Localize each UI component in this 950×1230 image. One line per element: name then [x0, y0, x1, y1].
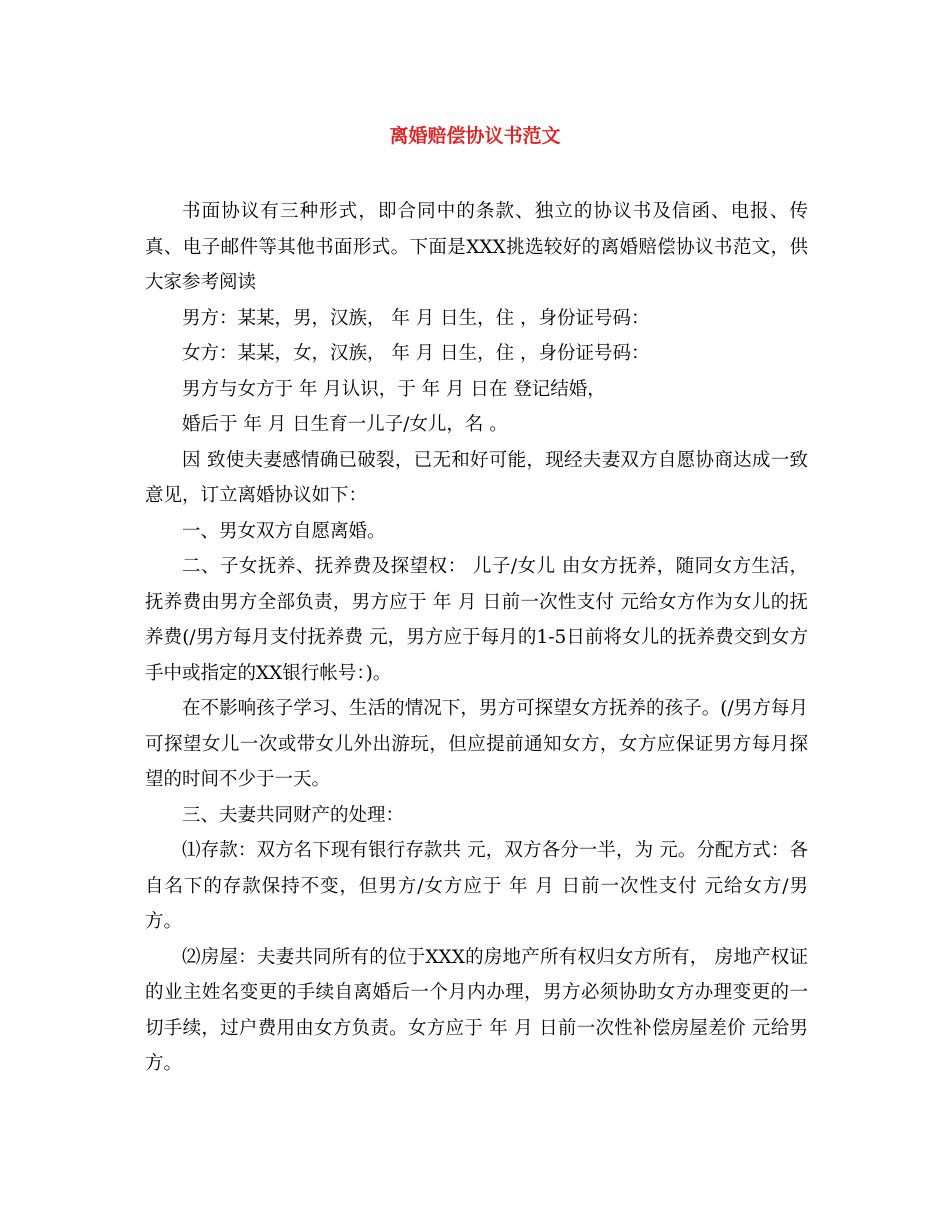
document-title: 离婚赔偿协议书范文 — [389, 125, 561, 147]
paragraph-marriage-registration: 男方与女方于 年 月认识，于 年 月 日在 登记结婚， — [182, 378, 606, 400]
clause-child-support: 二、子女抚养、抚养费及探望权： 儿子/女儿 由女方抚养，随同女方生活，抚养费由男方全部负责，男方应于 年 月 日前一次性支付 元给女方作为女儿的抚养费(/男方每月支付抚养费 元，男方应于每月的1-5日前将女儿的抚养费交到女方手中或指定的XX银行帐号：)。 — [145, 556, 808, 684]
paragraph-male-party: 男方：某某，男，汉族， 年 月 日生，住 ，身份证号码： — [182, 307, 650, 329]
clause-voluntary-divorce: 一、男女双方自愿离婚。 — [182, 520, 386, 542]
clause-visitation: 在不影响孩子学习、生活的情况下，男方可探望女方抚养的孩子。(/男方每月可探望女儿一次或带女儿外出游玩，但应提前通知女方，女方应保证男方每月探望的时间不少于一天。 — [145, 698, 808, 790]
clause-property-heading: 三、夫妻共同财产的处理： — [182, 804, 405, 826]
clause-house: ⑵房屋：夫妻共同所有的位于XXX的房地产所有权归女方所有， 房地产权证的业主姓名变更的手续自离婚后一个月内办理，男方必须协助女方办理变更的一切手续，过户费用由女方负责。女方应于 年 月 日前一次性补偿房屋差价 元给男方。 — [145, 946, 808, 1074]
paragraph-female-party: 女方：某某，女，汉族， 年 月 日生，住 ，身份证号码： — [182, 343, 650, 364]
paragraph-child-birth: 婚后于 年 月 日生育一儿子/女儿，名 。 — [182, 414, 508, 435]
paragraph-intro: 书面协议有三种形式，即合同中的条款、独立的协议书及信函、电报、传真、电子邮件等其他书面形式。下面是XXX挑选较好的离婚赔偿协议书范文，供大家参考阅读 — [145, 201, 808, 293]
document-body — [145, 194, 808, 1082]
clause-savings: ⑴存款：双方名下现有银行存款共 元，双方各分一半，为 元。分配方式：各自名下的存款保持不变，但男方/女方应于 年 月 日前一次性支付 元给女方/男方。 — [145, 840, 808, 932]
paragraph-reason: 因 致使夫妻感情确已破裂，已无和好可能，现经夫妻双方自愿协商达成一致意见，订立离婚协议如下： — [145, 449, 808, 506]
